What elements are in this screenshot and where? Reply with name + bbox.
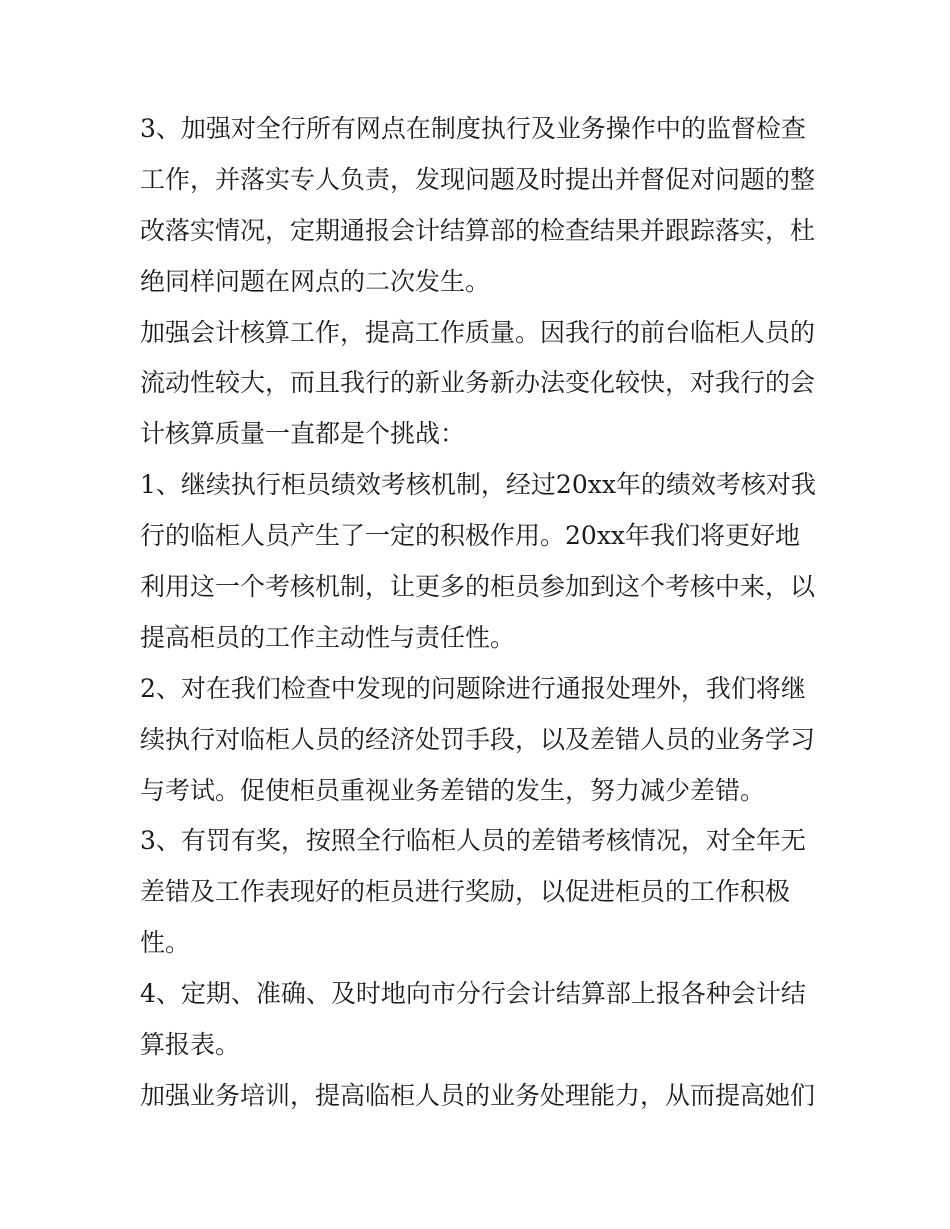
text-line: 流动性较大，而且我行的新业务新办法变化较快，对我行的会	[140, 368, 816, 398]
text-line: 3、加强对全行所有网点在制度执行及业务操作中的监督检查	[140, 114, 806, 143]
text-line: 利用这一个考核机制，让更多的柜员参加到这个考核中来，以	[140, 572, 816, 602]
text-line: 1、继续执行柜员绩效考核机制，经过20xx年的绩效考核对我	[140, 470, 816, 500]
text-line: 加强会计核算工作，提高工作质量。因我行的前台临柜人员的	[140, 317, 816, 347]
text-line: 提高柜员的工作主动性与责任性。	[140, 622, 516, 652]
text-line: 3、有罚有奖，按照全行临柜人员的差错考核情况，对全年无	[140, 826, 806, 856]
text-line: 2、对在我们检查中发现的问题除进行通报处理外，我们将继	[140, 673, 806, 703]
text-line: 改落实情况，定期通报会计结算部的检查结果并跟踪落实，杜	[140, 215, 816, 245]
text-line: 差错及工作表现好的柜员进行奖励，以促进柜员的工作积极	[140, 877, 791, 907]
document-body	[140, 104, 820, 1122]
text-line: 与考试。促使柜员重视业务差错的发生，努力减少差错。	[140, 775, 766, 805]
text-line: 工作，并落实专人负责，发现问题及时提出并督促对问题的整	[140, 164, 816, 194]
text-line: 加强业务培训，提高临柜人员的业务处理能力，从而提高她们	[140, 1080, 816, 1110]
text-line: 计核算质量一直都是个挑战：	[140, 419, 466, 449]
text-line: 行的临柜人员产生了一定的积极作用。20xx年我们将更好地	[140, 521, 801, 551]
text-line: 续执行对临柜人员的经济处罚手段，以及差错人员的业务学习	[140, 724, 816, 754]
text-line: 4、定期、准确、及时地向市分行会计结算部上报各种会计结	[140, 979, 806, 1009]
text-line: 绝同样问题在网点的二次发生。	[140, 266, 491, 296]
text-line: 性。	[140, 928, 191, 958]
text-line: 算报表。	[140, 1030, 241, 1060]
